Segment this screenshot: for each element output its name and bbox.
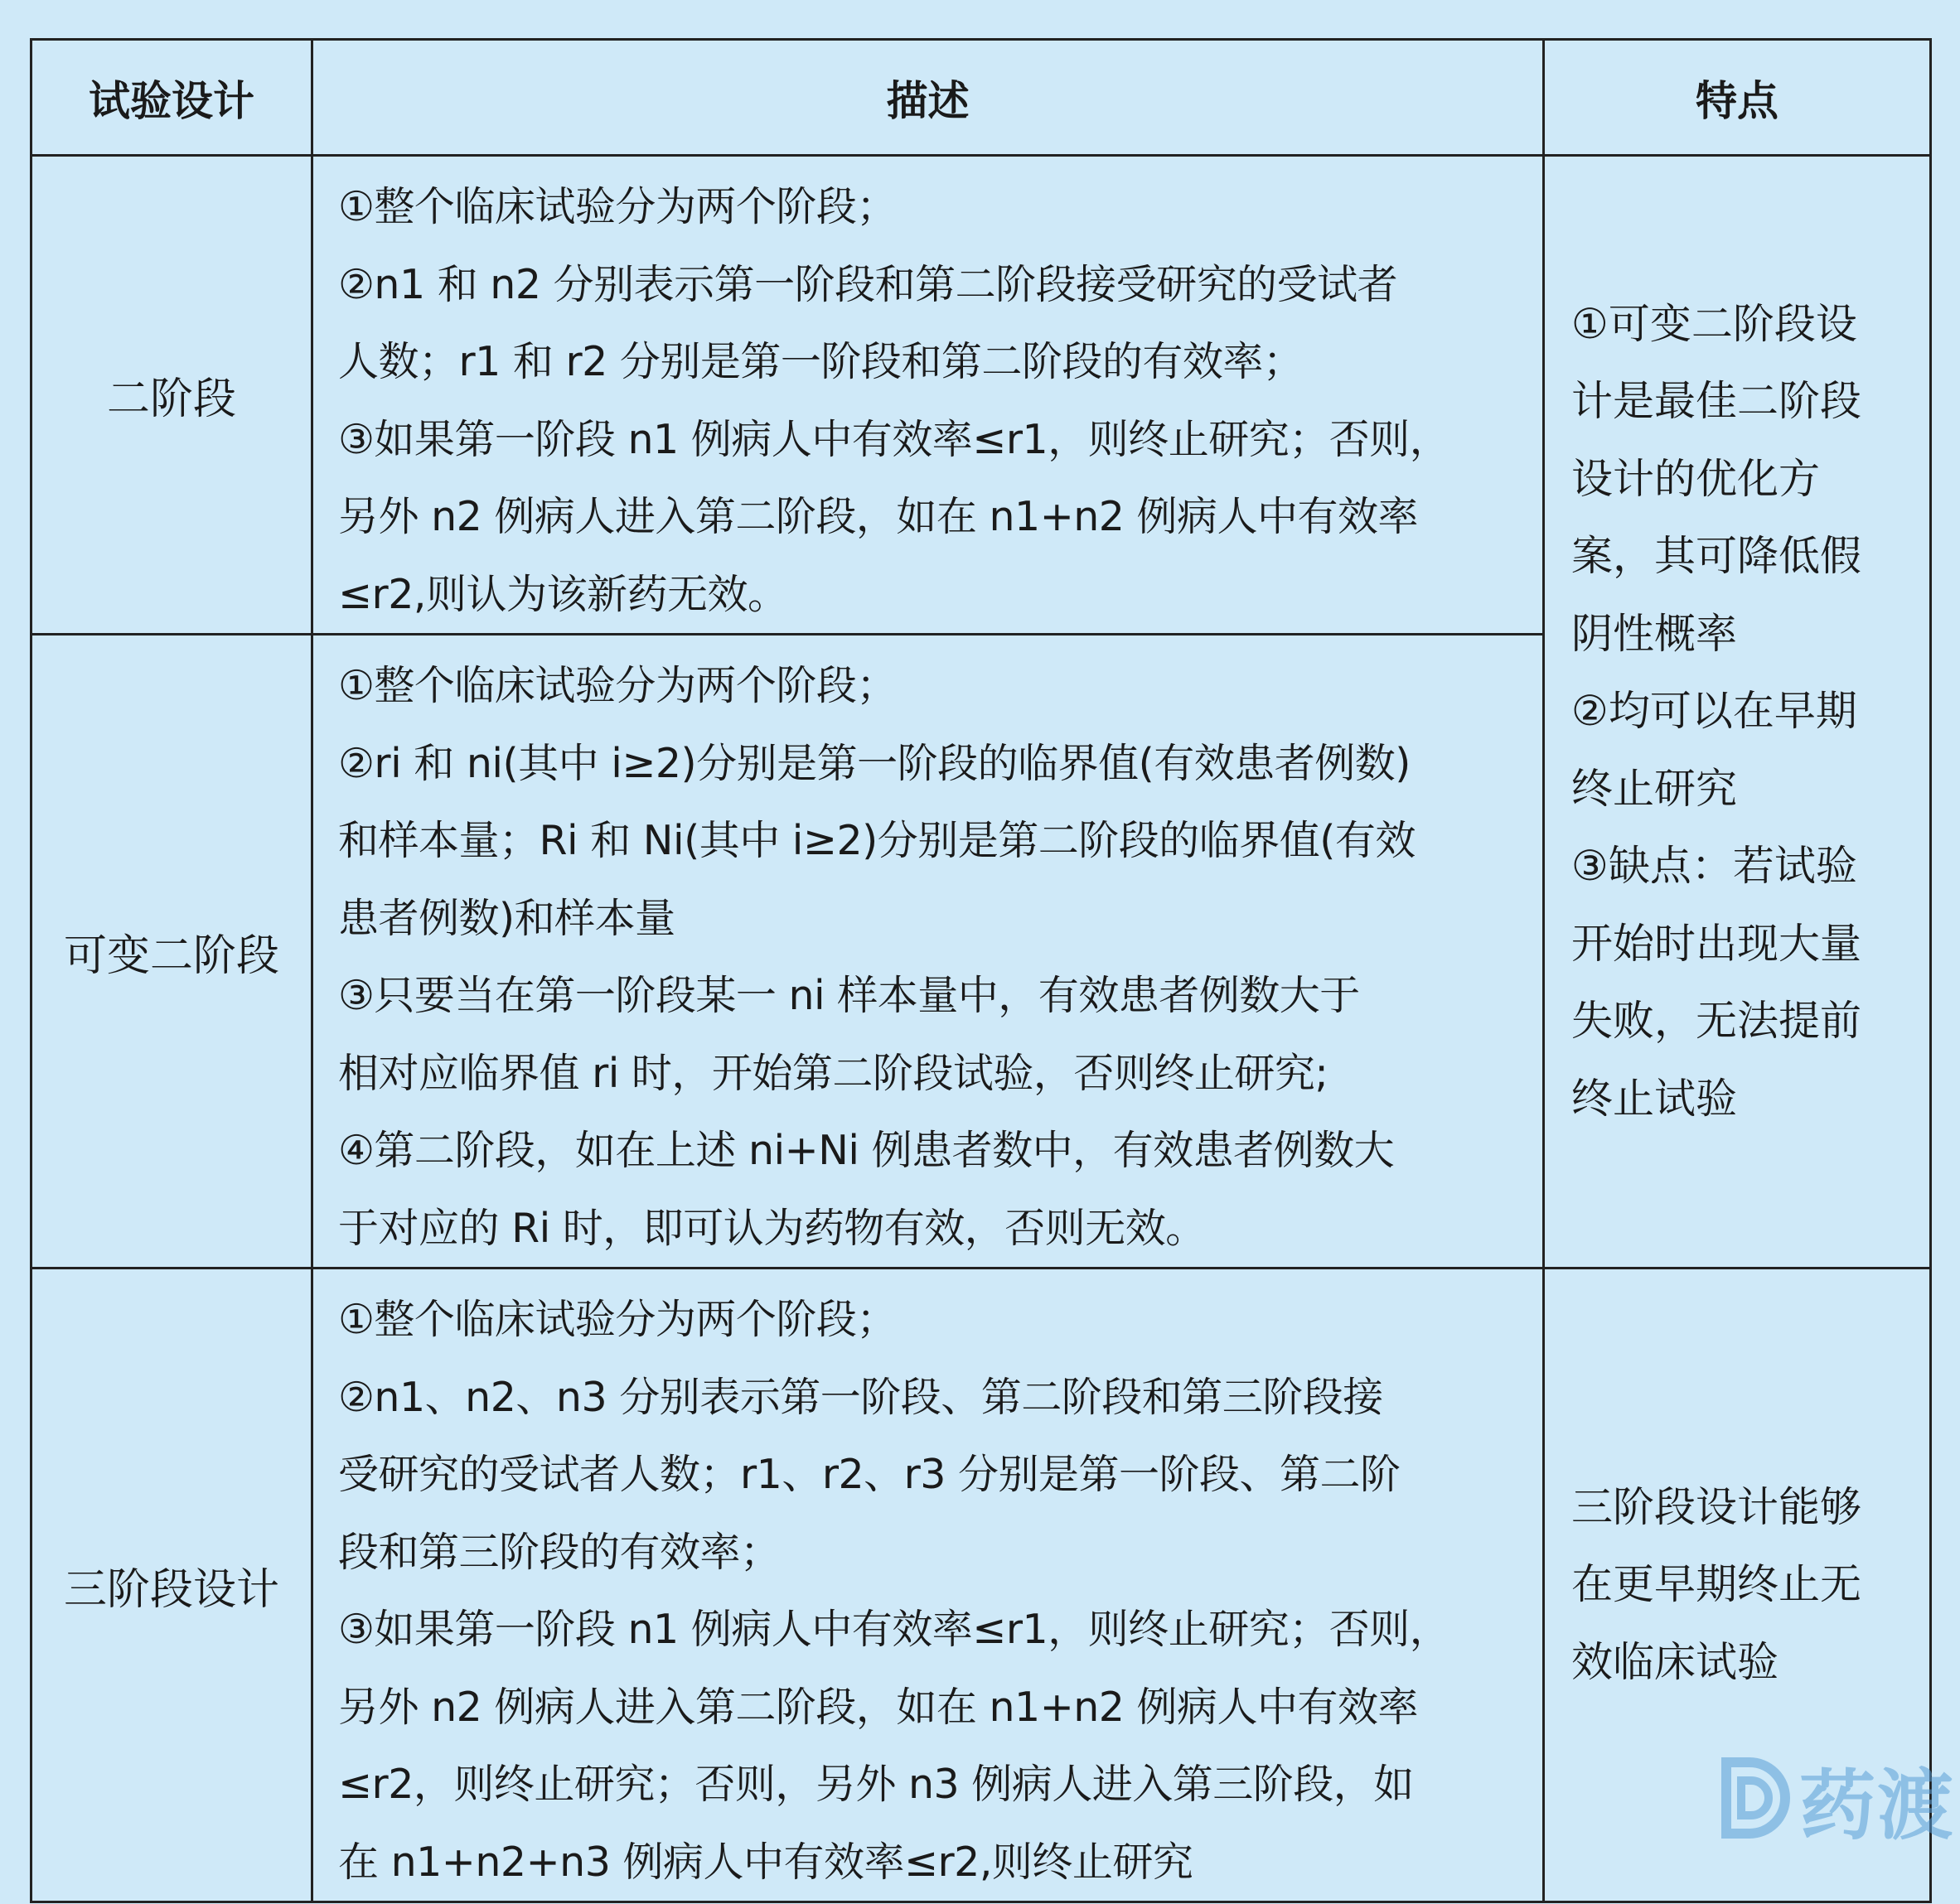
description-line: ≤r2，则终止研究；否则，另外 n3 例病人进入第三阶段，如 xyxy=(338,1761,1414,1808)
table-row xyxy=(31,156,1931,635)
feature-line: 设计的优化方 xyxy=(1571,454,1820,503)
feature-line: 计是最佳二阶段 xyxy=(1571,377,1861,426)
table-header-row xyxy=(31,40,1931,156)
description-line: 段和第三阶段的有效率； xyxy=(338,1528,781,1576)
feature-line: 效临床试验 xyxy=(1571,1637,1779,1686)
description-line: 和样本量；Ri 和 Ni(其中 i≥2)分别是第二阶段的临界值(有效 xyxy=(338,817,1416,864)
feature-line: 阴性概率 xyxy=(1571,609,1737,658)
description-line: ②n1、n2、n3 分别表示第一阶段、第二阶段和第三阶段接 xyxy=(338,1373,1383,1421)
watermark-text: 药渡 xyxy=(1798,1761,1955,1850)
comparison-table-container xyxy=(30,38,1929,1886)
trial-design-table xyxy=(30,38,1932,1903)
table-row xyxy=(31,1269,1931,1902)
feature-line: ①可变二阶段设 xyxy=(1571,299,1857,348)
description-line: ②ri 和 ni(其中 i≥2)分别是第一阶段的临界值(有效患者例数) xyxy=(338,739,1411,787)
header-design: 试验设计 xyxy=(31,40,312,156)
description-line: ②n1 和 n2 分别表示第一阶段和第二阶段接受研究的受试者 xyxy=(338,260,1398,308)
description-line: ③如果第一阶段 n1 例病人中有效率≤r1，则终止研究；否则， xyxy=(338,415,1450,463)
description-line: ≤r2,则认为该新药无效。 xyxy=(338,570,788,618)
description-cell xyxy=(312,156,1544,635)
description-line: 在 n1+n2+n3 例病人中有效率≤r2,则终止研究 xyxy=(338,1838,1193,1886)
description-line: 人数；r1 和 r2 分别是第一阶段和第二阶段的有效率； xyxy=(338,338,1304,385)
description-line: ①整个临床试验分为两个阶段； xyxy=(338,1296,897,1343)
feature-line: 终止试验 xyxy=(1571,1074,1737,1123)
feature-line: ②均可以在早期 xyxy=(1571,687,1857,736)
description-line: ①整个临床试验分为两个阶段； xyxy=(338,183,897,230)
description-line: ④第二阶段，如在上述 ni+Ni 例患者数中，有效患者例数大 xyxy=(338,1127,1395,1174)
feature-line: 案，其可降低假 xyxy=(1571,532,1861,581)
description-line: 另外 n2 例病人进入第二阶段，如在 n1+n2 例病人中有效率 xyxy=(338,493,1419,540)
description-line: 患者例数)和样本量 xyxy=(338,894,675,942)
description-line: 另外 n2 例病人进入第二阶段，如在 n1+n2 例病人中有效率 xyxy=(338,1683,1419,1731)
description-cell xyxy=(312,1269,1544,1902)
description-line: ①整个临床试验分为两个阶段； xyxy=(338,662,897,709)
yaodu-logo-icon xyxy=(1710,1752,1793,1847)
design-cell: 三阶段设计 xyxy=(31,1269,312,1902)
description-cell xyxy=(312,635,1544,1269)
header-feature: 特点 xyxy=(1544,40,1931,156)
design-cell: 二阶段 xyxy=(31,156,312,635)
feature-line: 在更早期终止无 xyxy=(1571,1560,1861,1609)
shared-feature-cell xyxy=(1544,156,1931,1269)
watermark xyxy=(1710,1745,1955,1854)
feature-line: 终止研究 xyxy=(1571,764,1737,813)
description-line: 于对应的 Ri 时，即可认为药物有效，否则无效。 xyxy=(338,1204,1206,1252)
description-line: ③如果第一阶段 n1 例病人中有效率≤r1，则终止研究；否则， xyxy=(338,1606,1450,1653)
description-line: 受研究的受试者人数；r1、r2、r3 分别是第一阶段、第二阶 xyxy=(338,1451,1401,1498)
feature-line: 三阶段设计能够 xyxy=(1571,1482,1861,1531)
description-line: ③只要当在第一阶段某一 ni 样本量中，有效患者例数大于 xyxy=(338,972,1360,1019)
feature-line: 开始时出现大量 xyxy=(1571,919,1861,968)
design-cell: 可变二阶段 xyxy=(31,635,312,1269)
header-description: 描述 xyxy=(312,40,1544,156)
feature-line: ③缺点：若试验 xyxy=(1571,842,1857,891)
description-line: 相对应临界值 ri 时，开始第二阶段试验，否则终止研究; xyxy=(338,1049,1328,1097)
feature-line: 失败，无法提前 xyxy=(1571,997,1861,1046)
